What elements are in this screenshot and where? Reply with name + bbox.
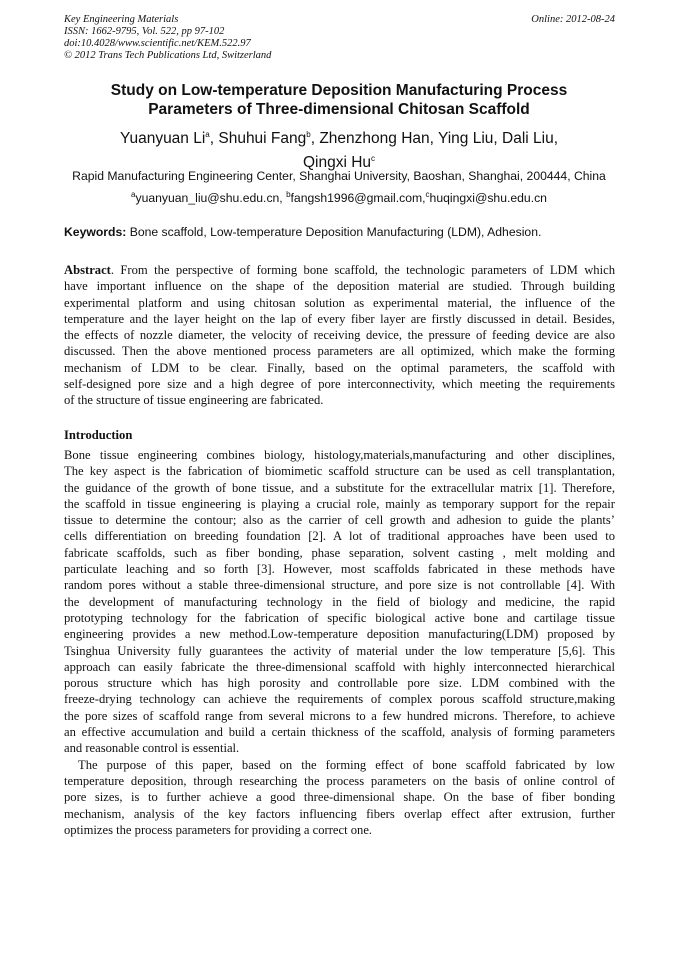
text-line xyxy=(64,757,615,773)
line-text: Tsinghua University fully guarantees the activity of material under the low temperature [5,6]. This xyxy=(64,643,615,658)
line-text: temperature deposition, through researching the process parameters on the basis of online control of xyxy=(64,773,615,788)
online-date: Online: 2012-08-24 xyxy=(531,14,615,25)
author: Yuanyuan Li xyxy=(119,130,206,148)
email-mark: b xyxy=(286,190,291,199)
paper-title xyxy=(0,81,678,119)
journal-header xyxy=(64,14,271,62)
line-text: The key aspect is the fabrication of biomimetic scaffold structure can be used as cell transplantation, xyxy=(64,464,615,479)
line-text: tissue to determine the contour; also as the carrier of cell growth and adhesion to guide the plants’ xyxy=(64,513,615,528)
email[interactable]: yuanyuan_liu@shu.edu.cn, xyxy=(135,191,287,206)
line-text: self-designed pore size and a high degree of pore interconnectivity, which meeting the requirements xyxy=(64,377,615,392)
text-line xyxy=(64,789,615,805)
email[interactable]: fangsh1996@gmail.com, xyxy=(290,191,426,206)
introduction-body xyxy=(64,447,615,838)
doi: doi:10.4028/www.scientific.net/KEM.522.97 xyxy=(64,38,251,49)
text-line xyxy=(64,392,615,408)
abstract-label: Abstract xyxy=(64,263,111,277)
authors-rest: , Zhenzhong Han, Ying Liu, Dali Liu, xyxy=(310,130,559,148)
line-text: prototyping technology for the fabrication of specific biological active bone and cartilage tissue xyxy=(64,610,615,625)
line-text: experimental platform and using chitosan solution as experimental material, the influence of the xyxy=(64,295,615,310)
text-line xyxy=(64,626,615,642)
text-line xyxy=(64,822,615,838)
text-line xyxy=(64,480,615,496)
text-line xyxy=(64,545,615,561)
line-text: cells differentiation on breeding foundation [2]. A lot of traditional approaches have been used to xyxy=(64,529,615,544)
line-text: optimizes the process parameters for providing a correct one. xyxy=(64,822,373,837)
text-line xyxy=(64,691,615,707)
author-mark: b xyxy=(306,130,311,139)
line-text: approach can easily fabricate the three-dimensional scaffold with highly interconnected hierarchical xyxy=(64,659,615,674)
text-line xyxy=(64,512,615,528)
line-text: the guidance of the growth of bone tissue, and a substitute for the extracellular matrix [1]. Therefore, xyxy=(64,480,615,495)
line-text: temperature and the layer height on the lap of every fiber layer are firstly discussed in detail. Besides, xyxy=(64,311,615,326)
line-text: and reasonable control is essential. xyxy=(64,741,240,756)
email-mark: a xyxy=(131,190,136,199)
emails xyxy=(0,190,678,205)
text-line xyxy=(64,610,615,626)
title-line: Study on Low-temperature Deposition Manufacturing Process xyxy=(110,82,568,99)
line-text: the effects of nozzle diameter, the velocity of receiving device, the pressure of feeding device are also xyxy=(64,328,615,343)
text-line xyxy=(64,561,615,577)
author: , Shuhui Fang xyxy=(209,130,307,148)
text-line xyxy=(64,806,615,822)
title-line: Parameters of Three-dimensional Chitosan Scaffold xyxy=(148,101,530,118)
line-text: random pores without a stable three-dimensional structure, and pore size is not controllable [4]. With xyxy=(64,578,615,593)
section-heading-introduction: Introduction xyxy=(64,428,133,442)
text-line xyxy=(64,262,615,278)
text-line xyxy=(64,278,615,294)
line-text: freeze-drying technology can achieve the requirements of complex porous scaffold structure,making xyxy=(64,692,615,707)
author-mark: c xyxy=(371,154,376,164)
text-line xyxy=(64,659,615,675)
text-line xyxy=(64,643,615,659)
text-line xyxy=(64,675,615,691)
keywords xyxy=(64,225,541,239)
text-line xyxy=(64,496,615,512)
text-line xyxy=(64,463,615,479)
text-line xyxy=(64,327,615,343)
line-text: the scaffold in tissue engineering is playing a crucial role, mainly as temporary support for the repair xyxy=(64,496,615,511)
text-line xyxy=(64,343,615,359)
text-line xyxy=(64,528,615,544)
keywords-label: Keywords: xyxy=(64,225,127,239)
keywords-text: Bone scaffold, Low-temperature Deposition Manufacturing (LDM), Adhesion. xyxy=(126,225,542,239)
line-text: the pore sizes of scaffold range from several microns to a few hundred microns. Therefore, to achieve xyxy=(64,708,615,723)
text-line xyxy=(64,360,615,376)
line-text: mechanism, analysis of the key factors influencing fibers overlap effect after extrusion, further xyxy=(64,806,615,821)
line-text: pore sizes, is to further achieve a good three-dimensional shape. On the base of fiber bonding xyxy=(64,790,615,805)
line-text: The purpose of this paper, based on the forming effect of bone scaffold fabricated by low xyxy=(78,757,615,772)
text-line xyxy=(64,594,615,610)
line-text: porous structure which has high porosity and controllable pore size. LDM combined with the xyxy=(64,676,615,691)
line-text: Bone tissue engineering combines biology, histology,materials,manufacturing and other disciplines, xyxy=(64,448,615,462)
text-line xyxy=(64,376,615,392)
line-text: particulate leaching and so forth [3]. However, most scaffolds fabricated in these methods have xyxy=(64,562,615,577)
text-line xyxy=(64,295,615,311)
line-text: have important influence on the shape of the deposition material are studied. Through building xyxy=(64,279,615,294)
text-line xyxy=(64,577,615,593)
affiliation: Rapid Manufacturing Engineering Center, Shanghai University, Baoshan, Shanghai, 200444, China xyxy=(72,169,606,183)
line-text: discussed. Then the above mentioned process parameters are all optimized, which make the forming xyxy=(64,344,615,359)
line-text: fabricate scaffolds, such as fiber bonding, phase separation, solvent casting , melt molding and xyxy=(64,545,615,560)
line-text: the development of manufacturing technology in the field of biology and medicine, the rapid xyxy=(64,594,615,609)
text-line xyxy=(64,708,615,724)
email[interactable]: huqingxi@shu.edu.cn xyxy=(429,191,547,206)
author-mark: a xyxy=(205,130,210,139)
copyright: © 2012 Trans Tech Publications Ltd, Switzerland xyxy=(64,50,272,61)
text-line xyxy=(64,773,615,789)
authors xyxy=(0,125,678,173)
text-line xyxy=(64,740,615,756)
text-line xyxy=(64,311,615,327)
line-text: engineering provides a new method.Low-temperature deposition manufacturing(LDM) proposed by xyxy=(64,627,615,642)
line-text: of the structure of tissue engineering are fabricated. xyxy=(64,393,324,408)
email-mark: c xyxy=(425,190,430,199)
line-text: . From the perspective of forming bone scaffold, the technologic parameters of LDM which xyxy=(110,263,615,277)
line-text: an effective accumulation and build a certain thickness of the scaffold, analysis of forming parameters xyxy=(64,725,615,740)
issn: ISSN: 1662-9795, Vol. 522, pp 97-102 xyxy=(64,26,225,37)
text-line xyxy=(64,724,615,740)
line-text: mechanism of LDM to be clear. Finally, based on the optimal parameters, the scaffold with xyxy=(64,360,615,375)
text-line xyxy=(64,447,615,463)
journal-name: Key Engineering Materials xyxy=(64,14,179,25)
abstract xyxy=(64,262,615,409)
author: Qingxi Hu xyxy=(302,154,372,172)
